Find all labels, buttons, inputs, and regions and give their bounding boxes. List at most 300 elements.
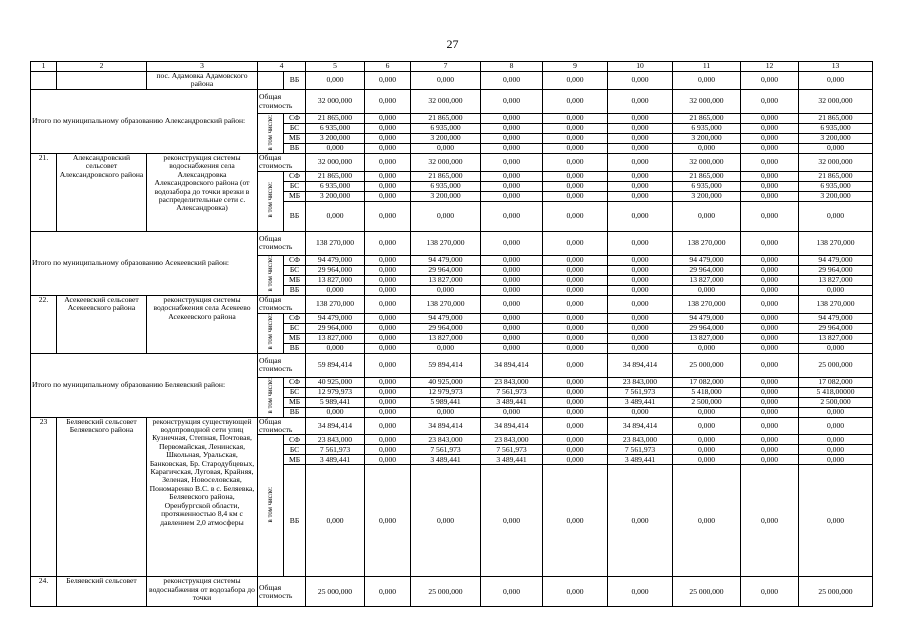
mb-col-11: 3 200,000 xyxy=(673,191,741,201)
mb-col-8: 3 489,441 xyxy=(481,397,543,407)
col-header-11: 11 xyxy=(673,62,741,72)
bs-col-10: 7 561,973 xyxy=(608,445,673,455)
bs-col-8: 0,000 xyxy=(481,124,543,134)
vb-col-6: 0,000 xyxy=(365,201,411,231)
vb-col-8: 0,000 xyxy=(481,343,543,353)
bs-col-11: 6 935,000 xyxy=(673,181,741,191)
total-cost-label: Общая стоимость xyxy=(258,231,306,255)
bs-col-6: 0,000 xyxy=(365,323,411,333)
sf-col-11: 17 082,000 xyxy=(673,377,741,387)
vb-col-12: 0,000 xyxy=(741,285,799,295)
mb-col-7: 3 200,000 xyxy=(411,191,481,201)
bs-col-5: 6 935,000 xyxy=(306,181,365,191)
budget-table xyxy=(30,61,873,607)
total-col-12: 0,000 xyxy=(741,90,799,114)
total-col-10: 34 894,414 xyxy=(608,417,673,435)
sf-col-7: 94 479,000 xyxy=(411,313,481,323)
bs-col-8: 0,000 xyxy=(481,265,543,275)
mb-col-12: 0,000 xyxy=(741,455,799,465)
bs-col-7: 6 935,000 xyxy=(411,181,481,191)
total-col-9: 0,000 xyxy=(543,295,608,313)
bs-col-9: 0,000 xyxy=(543,124,608,134)
mb-col-13: 0,000 xyxy=(799,455,873,465)
fund-code-sf: СФ xyxy=(284,255,306,265)
bs-col-13: 29 964,000 xyxy=(799,323,873,333)
bs-col-11: 29 964,000 xyxy=(673,323,741,333)
vb-col-12: 0,000 xyxy=(741,201,799,231)
total-col-11: 138 270,000 xyxy=(673,295,741,313)
summary-row xyxy=(31,90,873,114)
vb-col-9: 0,000 xyxy=(543,343,608,353)
total-col-11: 32 000,000 xyxy=(673,154,741,172)
sf-col-7: 21 865,000 xyxy=(411,114,481,124)
bs-col-13: 5 418,00000 xyxy=(799,387,873,397)
vb-col-7: 0,000 xyxy=(411,407,481,417)
fund-code-vb: ВБ xyxy=(284,201,306,231)
sf-col-13: 17 082,000 xyxy=(799,377,873,387)
fund-code-mb: МБ xyxy=(284,455,306,465)
top-row-col-11: 0,000 xyxy=(673,72,741,90)
item-organization: Александровский сельсовет Александровского района xyxy=(57,154,147,232)
bs-col-8: 0,000 xyxy=(481,323,543,333)
bs-col-6: 0,000 xyxy=(365,124,411,134)
mb-col-8: 3 489,441 xyxy=(481,455,543,465)
total-col-6: 0,000 xyxy=(365,90,411,114)
sf-col-11: 94 479,000 xyxy=(673,313,741,323)
sf-col-12: 0,000 xyxy=(741,435,799,445)
top-row-col-8: 0,000 xyxy=(481,72,543,90)
mb-col-10: 3 489,441 xyxy=(608,455,673,465)
total-col-9: 0,000 xyxy=(543,154,608,172)
bs-col-12: 0,000 xyxy=(741,124,799,134)
mb-col-5: 3 489,441 xyxy=(306,455,365,465)
fund-code-vb: ВБ xyxy=(284,144,306,154)
vb-col-13: 0,000 xyxy=(799,285,873,295)
vb-col-13: 0,000 xyxy=(799,407,873,417)
mb-col-12: 0,000 xyxy=(741,134,799,144)
bs-col-6: 0,000 xyxy=(365,181,411,191)
last-total-col-11: 25 000,000 xyxy=(673,577,741,607)
col-header-7: 7 xyxy=(411,62,481,72)
mb-col-12: 0,000 xyxy=(741,275,799,285)
sf-col-10: 23 843,000 xyxy=(608,377,673,387)
fund-code-mb: МБ xyxy=(284,134,306,144)
vb-col-10: 0,000 xyxy=(608,144,673,154)
item-description: реконструкция системы водоснабжения села Асекеево Асекеевского района xyxy=(147,295,258,353)
sf-col-13: 0,000 xyxy=(799,435,873,445)
mb-col-7: 5 989,441 xyxy=(411,397,481,407)
vb-col-9: 0,000 xyxy=(543,285,608,295)
page-number: 27 xyxy=(446,37,459,51)
total-col-13: 32 000,000 xyxy=(799,154,873,172)
sf-col-10: 0,000 xyxy=(608,171,673,181)
sf-col-11: 0,000 xyxy=(673,435,741,445)
vb-col-12: 0,000 xyxy=(741,343,799,353)
item-description: реконструкция системы водоснабжения от водозабора до точки xyxy=(147,577,258,607)
last-total-col-8: 0,000 xyxy=(481,577,543,607)
mb-col-7: 13 827,000 xyxy=(411,333,481,343)
sf-col-6: 0,000 xyxy=(365,313,411,323)
bs-col-7: 12 979,973 xyxy=(411,387,481,397)
fund-code-mb: МБ xyxy=(284,275,306,285)
total-cost-label: Общая стоимость xyxy=(258,154,306,172)
total-col-8: 34 894,414 xyxy=(481,353,543,377)
bs-col-7: 7 561,973 xyxy=(411,445,481,455)
bs-col-7: 29 964,000 xyxy=(411,265,481,275)
mb-col-7: 3 200,000 xyxy=(411,134,481,144)
sf-col-8: 0,000 xyxy=(481,255,543,265)
total-cost-label: Общая стоимость xyxy=(258,577,306,607)
col-header-5: 5 xyxy=(306,62,365,72)
mb-col-13: 3 200,000 xyxy=(799,134,873,144)
total-col-5: 138 270,000 xyxy=(306,231,365,255)
mb-col-6: 0,000 xyxy=(365,134,411,144)
vb-col-11: 0,000 xyxy=(673,407,741,417)
col-header-10: 10 xyxy=(608,62,673,72)
fund-code-vb: ВБ xyxy=(284,407,306,417)
total-col-6: 0,000 xyxy=(365,295,411,313)
last-total-col-5: 25 000,000 xyxy=(306,577,365,607)
vb-col-5: 0,000 xyxy=(306,285,365,295)
bs-col-11: 5 418,000 xyxy=(673,387,741,397)
mb-col-5: 3 200,000 xyxy=(306,191,365,201)
sf-col-9: 0,000 xyxy=(543,171,608,181)
vb-col-13: 0,000 xyxy=(799,465,873,577)
fund-code-sf: СФ xyxy=(284,114,306,124)
top-row-col-7: 0,000 xyxy=(411,72,481,90)
mb-col-13: 13 827,000 xyxy=(799,275,873,285)
sf-col-5: 23 843,000 xyxy=(306,435,365,445)
last-total-col-10: 0,000 xyxy=(608,577,673,607)
mb-col-13: 2 500,000 xyxy=(799,397,873,407)
vb-col-11: 0,000 xyxy=(673,144,741,154)
total-col-8: 0,000 xyxy=(481,154,543,172)
mb-col-7: 3 489,441 xyxy=(411,455,481,465)
sf-col-6: 0,000 xyxy=(365,255,411,265)
fund-code-bs: БС xyxy=(284,387,306,397)
fund-code-bs: БС xyxy=(284,181,306,191)
top-row-col-5: 0,000 xyxy=(306,72,365,90)
total-col-10: 0,000 xyxy=(608,90,673,114)
total-col-9: 0,000 xyxy=(543,90,608,114)
bs-col-11: 29 964,000 xyxy=(673,265,741,275)
bs-col-8: 7 561,973 xyxy=(481,445,543,455)
sf-col-9: 0,000 xyxy=(543,313,608,323)
total-col-7: 138 270,000 xyxy=(411,231,481,255)
bs-col-5: 6 935,000 xyxy=(306,124,365,134)
vb-col-11: 0,000 xyxy=(673,343,741,353)
item-organization: Беляевский сельсовет xyxy=(57,577,147,607)
vb-col-7: 0,000 xyxy=(411,285,481,295)
vb-col-9: 0,000 xyxy=(543,201,608,231)
total-col-12: 0,000 xyxy=(741,231,799,255)
vb-col-7: 0,000 xyxy=(411,343,481,353)
vertical-label: в том числе: xyxy=(267,182,274,218)
col-header-8: 8 xyxy=(481,62,543,72)
bs-col-5: 7 561,973 xyxy=(306,445,365,455)
vb-col-10: 0,000 xyxy=(608,407,673,417)
vb-col-13: 0,000 xyxy=(799,343,873,353)
total-col-6: 0,000 xyxy=(365,154,411,172)
item-number: 21. xyxy=(31,154,57,232)
sf-col-8: 23 843,000 xyxy=(481,377,543,387)
in-that-number-label xyxy=(258,171,284,231)
sf-col-6: 0,000 xyxy=(365,171,411,181)
fund-code-sf: СФ xyxy=(284,377,306,387)
column-number-row xyxy=(31,62,873,72)
sf-col-6: 0,000 xyxy=(365,377,411,387)
mb-col-9: 0,000 xyxy=(543,275,608,285)
bs-col-9: 0,000 xyxy=(543,387,608,397)
mb-col-12: 0,000 xyxy=(741,397,799,407)
vb-col-6: 0,000 xyxy=(365,144,411,154)
col-header-4: 4 xyxy=(258,62,306,72)
summary-row xyxy=(31,231,873,255)
mb-col-12: 0,000 xyxy=(741,333,799,343)
col-header-1: 1 xyxy=(31,62,57,72)
sf-col-5: 21 865,000 xyxy=(306,114,365,124)
fund-code-mb: МБ xyxy=(284,333,306,343)
bs-col-9: 0,000 xyxy=(543,445,608,455)
sf-col-9: 0,000 xyxy=(543,377,608,387)
vb-col-11: 0,000 xyxy=(673,201,741,231)
top-row-col-6: 0,000 xyxy=(365,72,411,90)
sf-col-11: 21 865,000 xyxy=(673,114,741,124)
bs-col-12: 0,000 xyxy=(741,323,799,333)
vb-col-8: 0,000 xyxy=(481,407,543,417)
mb-col-7: 13 827,000 xyxy=(411,275,481,285)
vb-col-10: 0,000 xyxy=(608,465,673,577)
total-col-11: 32 000,000 xyxy=(673,90,741,114)
bs-col-7: 29 964,000 xyxy=(411,323,481,333)
total-col-9: 0,000 xyxy=(543,231,608,255)
sf-col-13: 94 479,000 xyxy=(799,313,873,323)
total-col-7: 32 000,000 xyxy=(411,90,481,114)
total-col-5: 32 000,000 xyxy=(306,90,365,114)
total-col-11: 25 000,000 xyxy=(673,353,741,377)
col-header-6: 6 xyxy=(365,62,411,72)
total-cost-label: Общая стоимость xyxy=(258,353,306,377)
fund-code-sf: СФ xyxy=(284,435,306,445)
total-col-9: 0,000 xyxy=(543,417,608,435)
sf-col-11: 94 479,000 xyxy=(673,255,741,265)
vertical-label: в том числе: xyxy=(267,487,274,523)
table-row xyxy=(31,577,873,607)
total-col-10: 34 894,414 xyxy=(608,353,673,377)
sf-col-7: 94 479,000 xyxy=(411,255,481,265)
mb-col-11: 13 827,000 xyxy=(673,333,741,343)
bs-col-5: 12 979,973 xyxy=(306,387,365,397)
bs-col-9: 0,000 xyxy=(543,265,608,275)
item-description: реконструкция системы водоснабжения села Александровка Александровского района (от водозабора до точки врезки в распределительные сети с. Александровка) xyxy=(147,154,258,232)
vb-col-11: 0,000 xyxy=(673,465,741,577)
spacer-cell xyxy=(258,72,284,90)
sf-col-8: 23 843,000 xyxy=(481,435,543,445)
summary-title: Итого по муниципальному образованию Беляевский район: xyxy=(31,353,258,417)
vb-col-6: 0,000 xyxy=(365,407,411,417)
total-col-8: 0,000 xyxy=(481,231,543,255)
sf-col-10: 0,000 xyxy=(608,313,673,323)
vb-col-5: 0,000 xyxy=(306,407,365,417)
last-total-col-6: 0,000 xyxy=(365,577,411,607)
bs-col-9: 0,000 xyxy=(543,323,608,333)
mb-col-13: 13 827,000 xyxy=(799,333,873,343)
col-header-3: 3 xyxy=(147,62,258,72)
vb-col-7: 0,000 xyxy=(411,465,481,577)
sf-col-10: 0,000 xyxy=(608,255,673,265)
mb-col-6: 0,000 xyxy=(365,455,411,465)
vb-col-5: 0,000 xyxy=(306,343,365,353)
bs-col-7: 6 935,000 xyxy=(411,124,481,134)
top-row-col-9: 0,000 xyxy=(543,72,608,90)
vertical-label: в том числе: xyxy=(267,256,274,292)
mb-col-5: 5 989,441 xyxy=(306,397,365,407)
bs-col-13: 6 935,000 xyxy=(799,181,873,191)
total-col-11: 138 270,000 xyxy=(673,231,741,255)
mb-col-11: 0,000 xyxy=(673,455,741,465)
mb-col-5: 13 827,000 xyxy=(306,275,365,285)
fund-code-vb: ВБ xyxy=(284,285,306,295)
total-col-10: 0,000 xyxy=(608,231,673,255)
fund-code-vb: ВБ xyxy=(284,343,306,353)
mb-col-8: 0,000 xyxy=(481,191,543,201)
mb-col-10: 0,000 xyxy=(608,275,673,285)
mb-col-6: 0,000 xyxy=(365,275,411,285)
sf-col-7: 40 925,000 xyxy=(411,377,481,387)
sf-col-5: 94 479,000 xyxy=(306,255,365,265)
total-col-5: 32 000,000 xyxy=(306,154,365,172)
total-col-13: 138 270,000 xyxy=(799,231,873,255)
vb-col-10: 0,000 xyxy=(608,285,673,295)
vb-col-6: 0,000 xyxy=(365,343,411,353)
address-cell: пос. Адамовка Адамовского района xyxy=(147,72,258,90)
vb-col-9: 0,000 xyxy=(543,144,608,154)
bs-col-6: 0,000 xyxy=(365,387,411,397)
total-col-8: 34 894,414 xyxy=(481,417,543,435)
vb-col-12: 0,000 xyxy=(741,144,799,154)
bs-col-12: 0,000 xyxy=(741,387,799,397)
mb-col-8: 0,000 xyxy=(481,333,543,343)
bs-col-13: 6 935,000 xyxy=(799,124,873,134)
total-col-6: 0,000 xyxy=(365,231,411,255)
total-col-7: 32 000,000 xyxy=(411,154,481,172)
total-col-10: 0,000 xyxy=(608,295,673,313)
vb-col-9: 0,000 xyxy=(543,407,608,417)
mb-col-11: 2 500,000 xyxy=(673,397,741,407)
vb-col-6: 0,000 xyxy=(365,285,411,295)
sf-col-13: 21 865,000 xyxy=(799,114,873,124)
sf-col-13: 94 479,000 xyxy=(799,255,873,265)
item-number: 22. xyxy=(31,295,57,353)
top-row-col-12: 0,000 xyxy=(741,72,799,90)
top-row-col-13: 0,000 xyxy=(799,72,873,90)
in-that-number-label xyxy=(258,114,284,154)
total-col-11: 0,000 xyxy=(673,417,741,435)
last-total-col-12: 0,000 xyxy=(741,577,799,607)
total-col-8: 0,000 xyxy=(481,295,543,313)
total-col-13: 32 000,000 xyxy=(799,90,873,114)
vb-col-8: 0,000 xyxy=(481,465,543,577)
org-cell xyxy=(57,72,147,90)
summary-row xyxy=(31,353,873,377)
last-total-col-9: 0,000 xyxy=(543,577,608,607)
fund-code-mb: МБ xyxy=(284,191,306,201)
item-number: 23 xyxy=(31,417,57,577)
summary-title: Итого по муниципальному образованию Асекеевский район: xyxy=(31,231,258,295)
bs-col-13: 0,000 xyxy=(799,445,873,455)
total-col-8: 0,000 xyxy=(481,90,543,114)
bs-col-5: 29 964,000 xyxy=(306,323,365,333)
vb-col-5: 0,000 xyxy=(306,465,365,577)
total-col-13: 0,000 xyxy=(799,417,873,435)
mb-col-8: 0,000 xyxy=(481,275,543,285)
bs-col-10: 0,000 xyxy=(608,323,673,333)
total-cost-label: Общая стоимость xyxy=(258,90,306,114)
table-row xyxy=(31,72,873,90)
bs-col-10: 0,000 xyxy=(608,181,673,191)
mb-col-10: 0,000 xyxy=(608,134,673,144)
vb-col-13: 0,000 xyxy=(799,201,873,231)
vb-col-8: 0,000 xyxy=(481,144,543,154)
in-that-number-label xyxy=(258,435,284,577)
total-col-7: 34 894,414 xyxy=(411,417,481,435)
vb-col-6: 0,000 xyxy=(365,465,411,577)
sf-col-7: 21 865,000 xyxy=(411,171,481,181)
item-organization: Беляевский сельсовет Беляевского района xyxy=(57,417,147,577)
sf-col-9: 0,000 xyxy=(543,435,608,445)
bs-col-10: 7 561,973 xyxy=(608,387,673,397)
sf-col-12: 0,000 xyxy=(741,313,799,323)
vertical-label: в том числе: xyxy=(267,114,274,151)
fund-code-sf: СФ xyxy=(284,171,306,181)
in-that-number-label xyxy=(258,313,284,353)
total-col-12: 0,000 xyxy=(741,154,799,172)
sf-col-8: 0,000 xyxy=(481,114,543,124)
sf-col-6: 0,000 xyxy=(365,435,411,445)
total-col-12: 0,000 xyxy=(741,353,799,377)
sf-col-12: 0,000 xyxy=(741,171,799,181)
mb-col-9: 0,000 xyxy=(543,455,608,465)
mb-col-11: 13 827,000 xyxy=(673,275,741,285)
sf-col-12: 0,000 xyxy=(741,255,799,265)
sf-col-13: 21 865,000 xyxy=(799,171,873,181)
mb-col-9: 0,000 xyxy=(543,191,608,201)
item-number: 24. xyxy=(31,577,57,607)
mb-col-9: 0,000 xyxy=(543,134,608,144)
total-col-7: 59 894,414 xyxy=(411,353,481,377)
fund-code-mb: МБ xyxy=(284,397,306,407)
mb-col-10: 0,000 xyxy=(608,191,673,201)
mb-col-10: 0,000 xyxy=(608,333,673,343)
total-col-13: 138 270,000 xyxy=(799,295,873,313)
vb-col-12: 0,000 xyxy=(741,407,799,417)
total-col-9: 0,000 xyxy=(543,353,608,377)
summary-title: Итого по муниципальному образованию Александровский район: xyxy=(31,90,258,154)
sf-col-5: 94 479,000 xyxy=(306,313,365,323)
table-row xyxy=(31,417,873,435)
item-organization: Асекеевский сельсовет Асекеевского района xyxy=(57,295,147,353)
last-total-col-7: 25 000,000 xyxy=(411,577,481,607)
bs-col-10: 0,000 xyxy=(608,124,673,134)
total-col-6: 0,000 xyxy=(365,417,411,435)
mb-col-13: 3 200,000 xyxy=(799,191,873,201)
total-col-6: 0,000 xyxy=(365,353,411,377)
bs-col-6: 0,000 xyxy=(365,445,411,455)
vb-col-9: 0,000 xyxy=(543,465,608,577)
sf-col-10: 23 843,000 xyxy=(608,435,673,445)
sf-col-12: 0,000 xyxy=(741,377,799,387)
mb-col-9: 0,000 xyxy=(543,397,608,407)
